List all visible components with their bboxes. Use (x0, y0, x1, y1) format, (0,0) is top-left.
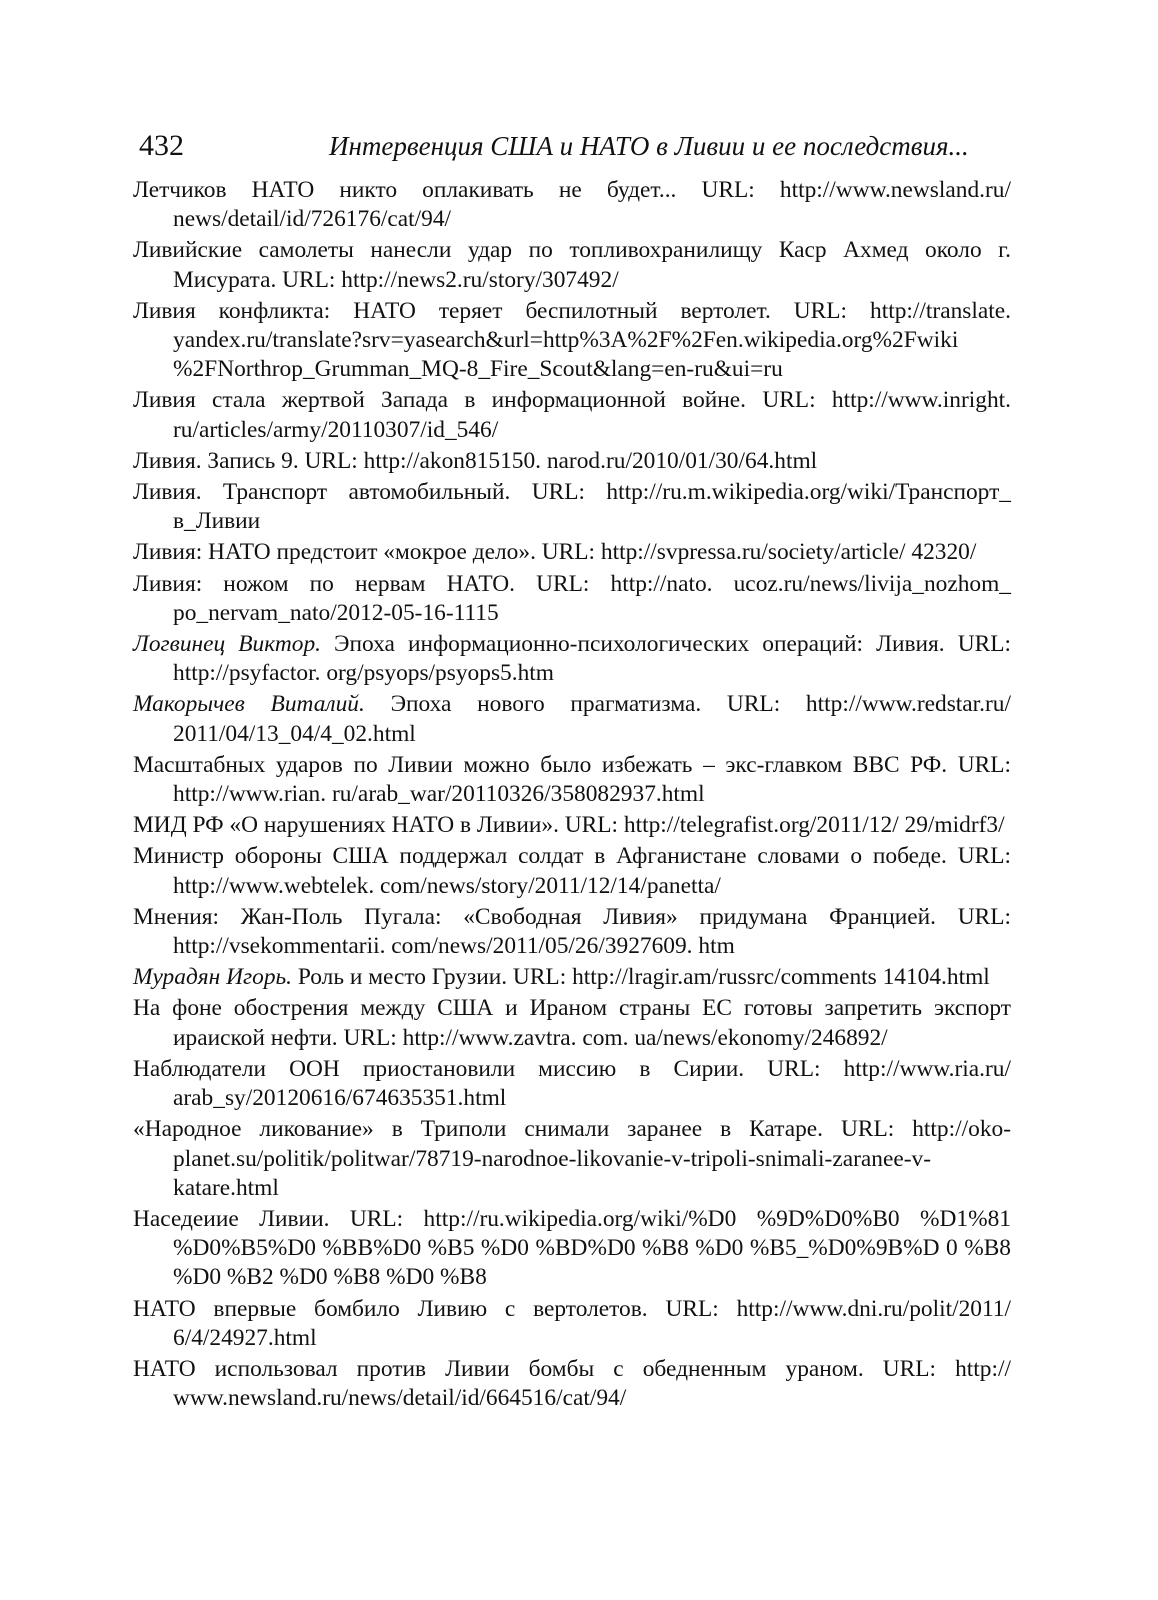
page-number: 432 (139, 129, 184, 162)
page-header (139, 126, 1011, 166)
reference-text: Эпоха нового прагматизма. URL: http://www.redstar.ru/ 2011/04/13_04/4_02.html (173, 691, 1012, 747)
reference-text: Роль и место Грузии. URL: http://lragir.am/russrc/comments 14104.html (292, 964, 990, 991)
reference-entry (133, 478, 1011, 536)
reference-text: Ливия. Запись 9. URL: http://akon815150. narod.ru/2010/01/30/64.html (133, 447, 818, 474)
reference-entry (133, 1055, 1011, 1113)
reference-entry (133, 176, 1011, 234)
reference-text: Министр обороны США поддержал солдат в Афганистане словами о победе. URL: http://www.webtelek. com/news/story/2011/12/14/panetta/ (133, 843, 1011, 899)
reference-entry (133, 963, 1011, 992)
reference-entry (133, 386, 1011, 444)
reference-text: Ливия. Транспорт автомобильный. URL: http://ru.m.wikipedia.org/wiki/Транспорт_ в_Ливии (133, 479, 1011, 535)
reference-text: МИД РФ «О нарушениях НАТО в Ливии». URL: http://telegrafist.org/2011/12/ 29/midrf3/ (133, 812, 1005, 839)
reference-entry (133, 811, 1011, 840)
reference-text: На фоне обострения между США и Ираном страны ЕС готовы запретить экспорт ираиской нефти. URL: http://www.zavtra. com. ua/news/ekonomy/246892/ (133, 995, 1011, 1051)
running-title: Интервенция США и НАТО в Ливии и ее последствия... (329, 131, 969, 161)
book-page (133, 126, 1011, 1415)
reference-list (133, 176, 1011, 1413)
reference-entry (133, 570, 1011, 628)
reference-entry (133, 690, 1011, 748)
reference-author: Логвинец Виктор. (133, 631, 321, 658)
reference-entry (133, 1115, 1011, 1203)
reference-author: Мурадян Игорь. (133, 964, 293, 991)
reference-text: «Народное ликование» в Триполи снимали заранее в Катаре. URL: http://oko-planet.su/politik/politwar/78719-narodnoe-likovanie-v-tripoli-snimali-zaranee-v-katare.html (133, 1116, 1011, 1201)
reference-entry (133, 630, 1011, 688)
reference-text: Масштабных ударов по Ливии можно было избежать – экс-главком ВВС РФ. URL: http://www.rian. ru/arab_war/20110326/358082937.html (133, 751, 1011, 808)
reference-author: Макорычев Виталий. (133, 691, 365, 718)
reference-text: Мнения: Жан-Поль Пугала: «Свободная Ливия» придумана Францией. URL: http://vsekommentarii. com/news/2011/05/26/3927609. htm (133, 903, 1011, 960)
reference-text: Наседеиие Ливии. URL: http://ru.wikipedia.org/wiki/%D0 %9D%D0%B0 %D1%81 %D0%B5%D0 %BB%D0 %B5 %D0 %BD%D0 %B8 %D0 %B5_%D0%9B%D 0 %B8 %D0 %B2 %D0 %B8 %D0 %B8 (133, 1205, 1011, 1291)
reference-text: Эпоха информационно-психологических операций: Ливия. URL: http://psyfactor. org/psyops/psyops5.htm (173, 631, 1011, 687)
reference-text: Ливия стала жертвой Запада в информационной войне. URL: http://www.inright. ru/articles/army/20110307/id_546/ (133, 387, 1011, 443)
reference-text: НАТО впервые бомбило Ливию с вертолетов. URL: http://www.dni.ru/polit/2011/ 6/4/24927.html (133, 1295, 1011, 1351)
reference-text: Ливийские самолеты нанесли удар по топливохранилищу Каср Ахмед около г. Мисурата. URL: http://news2.ru/story/307492/ (133, 237, 1011, 293)
reference-entry (133, 1295, 1011, 1353)
reference-text: Наблюдатели ООН приостановили миссию в Сирии. URL: http://www.ria.ru/ arab_sy/20120616/674635351.html (133, 1055, 1011, 1112)
reference-entry (133, 751, 1011, 809)
reference-entry (133, 903, 1011, 961)
reference-entry (133, 538, 1011, 567)
reference-entry (133, 447, 1011, 476)
reference-text: Летчиков НАТО никто оплакивать не будет... URL: http://www.newsland.ru/ news/detail/id/726176/cat/94/ (133, 177, 1011, 233)
reference-text: Ливия: ножом по нервам НАТО. URL: http://nato. ucoz.ru/news/livija_nozhom_ po_nervam_nato/2012-05-16-1115 (133, 570, 1011, 626)
reference-entry (133, 1355, 1011, 1413)
reference-entry (133, 842, 1011, 900)
reference-text: НАТО использовал против Ливии бомбы с обедненным ураном. URL: http:// www.newsland.ru/news/detail/id/664516/cat/94/ (133, 1355, 1011, 1412)
reference-entry (133, 1205, 1011, 1293)
reference-entry (133, 236, 1011, 294)
reference-text: Ливия конфликта: НАТО теряет беспилотный вертолет. URL: http://translate. yandex.ru/translate?srv=yasearch&url=http%3A%2F%2Fen.wikipedia.org%2Fwiki %2FNorthrop_Grumman_MQ-8_Fire_Scout&lang=en-ru&ui=ru (133, 297, 1011, 383)
reference-text: Ливия: НАТО предстоит «мокрое дело». URL: http://svpressa.ru/society/article/ 42320/ (133, 539, 977, 566)
reference-entry (133, 297, 1011, 385)
reference-entry (133, 994, 1011, 1052)
